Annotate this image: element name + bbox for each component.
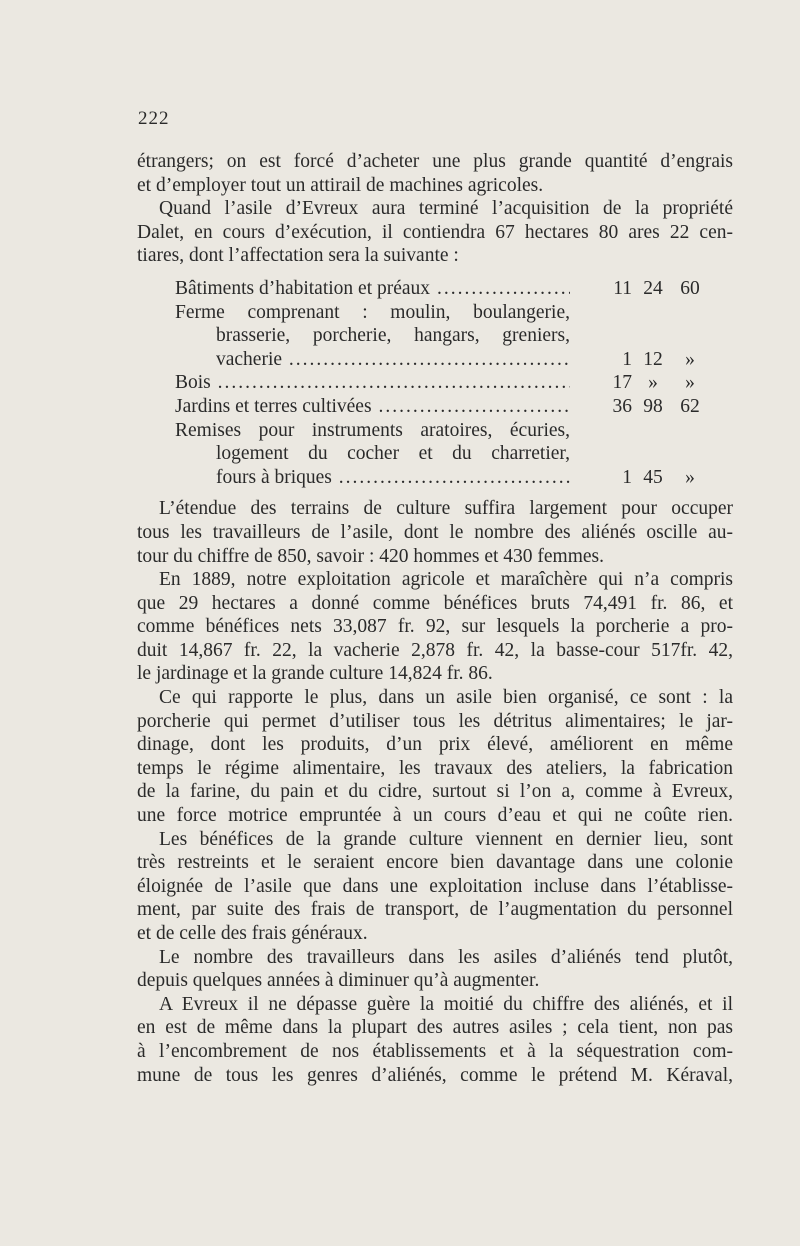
text-line: que 29 hectares a donné comme bénéfices bruts 74,491 fr. 86, et [137, 592, 733, 614]
row-label: Bâtiments d’habitation et préaux ..... [175, 277, 570, 301]
paragraph-1 [137, 150, 733, 197]
text-line: Dalet, en cours d’exécution, il contiendra 67 hectares 80 ares 22 cen- [137, 221, 733, 243]
text-line: ment, par suite des frais de transport, de l’augmentation du personnel [137, 899, 733, 921]
hectares-value: 1 [622, 466, 632, 488]
text-line: Le nombre des travailleurs dans les asiles d’aliénés tend plutôt, [159, 946, 733, 968]
table-row [175, 419, 735, 490]
text-line: tiares, dont l’affectation sera la suivante : [137, 245, 459, 267]
text-line: tous les travailleurs de l’asile, dont le nombre des aliénés oscille au- [137, 521, 733, 543]
text-line: mune de tous les genres d’aliénés, comme le prétend M. Kéraval, [137, 1064, 733, 1086]
hectares-value: 36 [612, 395, 632, 417]
text-line: Ce qui rapporte le plus, dans un asile bien organisé, ce sont : la [159, 687, 733, 709]
table-row [175, 301, 735, 372]
text-line: temps le régime alimentaire, les travaux des ateliers, la fabrication [137, 757, 733, 779]
text-line: depuis quelques années à diminuer qu’à augmenter. [137, 970, 540, 992]
text-line: porcherie qui permet d’utiliser tous les détritus alimentaires; le jar- [137, 710, 733, 732]
text-line: comme bénéfices nets 33,087 fr. 92, sur lesquels la porcherie a pro- [137, 616, 733, 638]
centiares-value: » [685, 372, 695, 394]
ares-value: 98 [643, 395, 663, 417]
ares-value: » [648, 372, 658, 394]
hectares-value: 17 [612, 372, 632, 394]
row-label: logement du cocher et du charretier, [216, 443, 570, 465]
land-allocation-table [175, 277, 735, 489]
row-label: fours à briques ..... [175, 466, 570, 490]
page-number: 222 [138, 108, 170, 129]
row-label: vacherie ..... [175, 348, 570, 372]
text-line: à l’encombrement de nos établissements et à la séquestration com- [137, 1040, 733, 1062]
centiares-value: » [685, 466, 695, 488]
text-line: L’étendue des terrains de culture suffira largement pour occuper [159, 498, 733, 520]
hectares-value: 1 [622, 348, 632, 370]
ares-value: 24 [643, 277, 663, 299]
text-line: étrangers; on est forcé d’acheter une plus grande quantité d’engrais [137, 151, 733, 172]
row-label: Remises pour instruments aratoires, écuries, [175, 419, 570, 441]
table-row [175, 371, 735, 395]
text-line: tour du chiffre de 850, savoir : 420 hommes et 430 femmes. [137, 545, 605, 567]
centiares-value: 62 [680, 395, 700, 417]
hectares-value: 11 [613, 277, 632, 299]
text-line: Les bénéfices de la grande culture viennent en dernier lieu, sont [159, 828, 733, 850]
paragraph-5 [137, 686, 733, 828]
paragraph-4 [137, 568, 733, 686]
text-line: A Evreux il ne dépasse guère la moitié du chiffre des aliénés, et il [159, 993, 733, 1015]
table-row [175, 395, 735, 419]
text-line: très restreints et le seraient encore bien davantage dans une colonie [137, 852, 733, 874]
text-line: en est de même dans la plupart des autres asiles ; cela tient, non pas [137, 1017, 733, 1039]
text-line: Quand l’asile d’Evreux aura terminé l’acquisition de la propriété [159, 198, 733, 220]
ares-value: 12 [643, 348, 663, 370]
text-line: En 1889, notre exploitation agricole et maraîchère qui n’a compris [159, 569, 733, 591]
paragraph-7 [137, 946, 733, 993]
row-label: Ferme comprenant : moulin, boulangerie, [175, 301, 570, 323]
table-row [175, 277, 735, 301]
centiares-value: 60 [680, 277, 700, 299]
row-label: Bois ..... [175, 371, 570, 395]
row-label: Jardins et terres cultivées ..... [175, 395, 570, 419]
text-line: une force motrice empruntée à un cours d’eau et qui ne coûte rien. [137, 805, 733, 827]
text-line: dinage, dont les produits, d’un prix élevé, améliorent en même [137, 734, 733, 756]
paragraph-8 [137, 993, 733, 1087]
ares-value: 45 [643, 466, 663, 488]
body-text [137, 150, 733, 1087]
centiares-value: » [685, 348, 695, 370]
text-line: duit 14,867 fr. 22, la vacherie 2,878 fr. 42, la basse-cour 517fr. 42, [137, 639, 733, 661]
text-line: le jardinage et la grande culture 14,824 fr. 86. [137, 663, 493, 685]
text-line: éloignée de l’asile que dans une exploitation incluse dans l’établisse- [137, 875, 733, 897]
row-label: brasserie, porcherie, hangars, greniers, [216, 325, 570, 347]
text-line: et de celle des frais généraux. [137, 923, 368, 944]
text-line: de la farine, du pain et du cidre, surtout si l’on a, comme à Evreux, [137, 781, 733, 803]
paragraph-3 [137, 497, 733, 568]
paragraph-2 [137, 197, 733, 268]
text-line: et d’employer tout un attirail de machines agricoles. [137, 174, 544, 196]
paragraph-6 [137, 828, 733, 946]
